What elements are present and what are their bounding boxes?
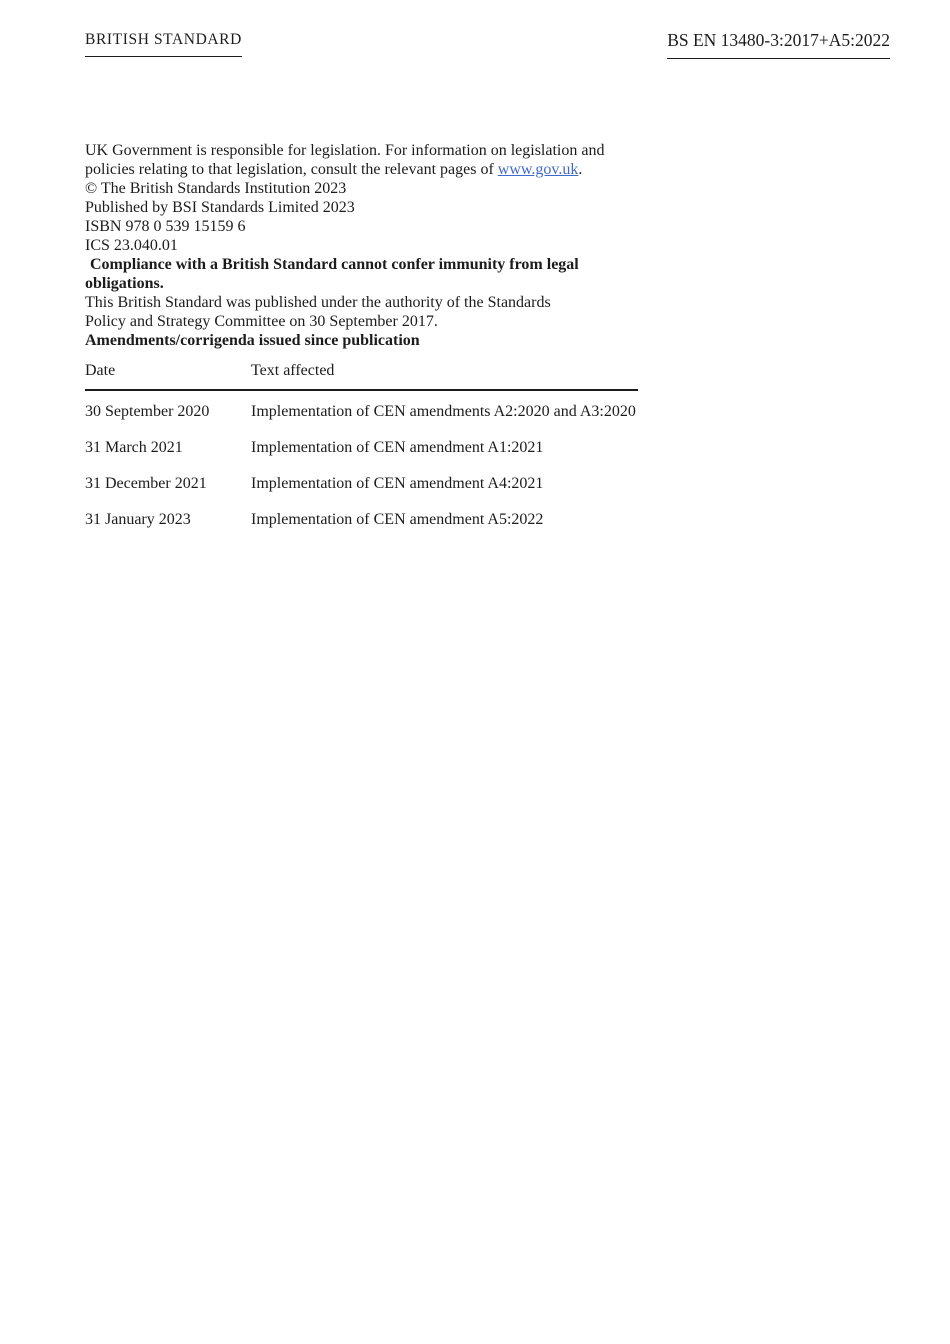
row-text-affected: Implementation of CEN amendment A1:2021 [251, 439, 544, 456]
table-row [85, 510, 638, 529]
row-text-affected: Implementation of CEN amendment A4:2021 [251, 475, 544, 492]
row-date: 31 December 2021 [85, 475, 207, 492]
row-text-affected: Implementation of CEN amendment A5:2022 [251, 511, 544, 528]
table-row [85, 438, 638, 457]
legislation-paragraph [85, 141, 638, 179]
british-standard-label: BRITISH STANDARD [85, 31, 242, 57]
publisher-line: Published by BSI Standards Limited 2023 [85, 199, 355, 216]
amendments-table [85, 361, 638, 529]
table-row [85, 402, 638, 421]
table-row [85, 474, 638, 493]
isbn-line: ISBN 978 0 539 15159 6 [85, 218, 246, 235]
legislation-text-after-link: . [578, 161, 583, 178]
page-header [85, 31, 890, 59]
ics-line: ICS 23.040.01 [85, 237, 178, 254]
column-header-text-affected: Text affected [251, 362, 335, 379]
row-date: 31 March 2021 [85, 439, 183, 456]
row-date: 31 January 2023 [85, 511, 191, 528]
legislation-text-before-link: UK Government is responsible for legislation. For information on legislation and policies relating to that legislation, consult the relevant pages of [85, 142, 605, 178]
document-number: BS EN 13480-3:2017+A5:2022 [667, 31, 890, 59]
amendments-heading: Amendments/corrigenda issued since publication [85, 332, 420, 349]
copyright-line: © The British Standards Institution 2023 [85, 180, 347, 197]
compliance-notice: Compliance with a British Standard cannot confer immunity from legal obligations. [85, 256, 579, 292]
amendments-table-header [85, 361, 638, 391]
page-content [85, 141, 638, 529]
row-date: 30 September 2020 [85, 403, 210, 420]
copyright-paragraph [85, 179, 638, 217]
gov-uk-link[interactable]: www.gov.uk [497, 161, 579, 178]
row-text-affected: Implementation of CEN amendments A2:2020 and A3:2020 [251, 403, 636, 420]
column-header-date: Date [85, 362, 116, 379]
authority-paragraph: This British Standard was published under the authority of the Standards Policy and Strategy Committee on 30 September 2017. [85, 294, 551, 330]
amendments-table-rows [85, 391, 638, 529]
